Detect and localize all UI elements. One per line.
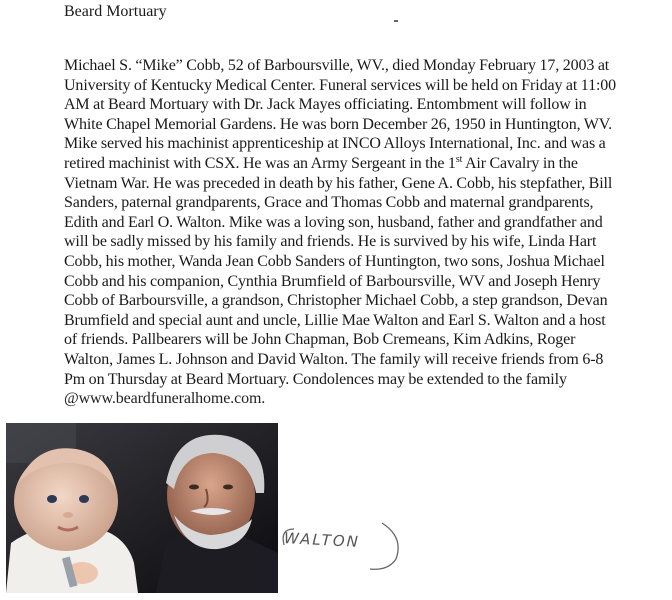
obituary-line: Cobb, his mother, Wanda Jean Cobb Sanders of Huntington, two sons, Joshua Michael bbox=[64, 252, 605, 270]
cavalry-text-after: Air Cavalry in the bbox=[462, 154, 578, 172]
obituary-text bbox=[64, 56, 664, 409]
obituary-line: Michael S. “Mike” Cobb, 52 of Barboursville, WV., died Monday February 17, 2003 at bbox=[64, 57, 610, 74]
obituary-line: Edith and Earl O. Walton. Mike was a loving son, husband, father and grandfather and bbox=[64, 213, 603, 231]
signature-text: WALTON bbox=[283, 529, 361, 551]
obituary-line: AM at Beard Mortuary with Dr. Jack Mayes officiating. Entombment will follow in bbox=[64, 96, 587, 114]
obituary-line: Walton, James L. Johnson and David Walton. The family will receive friends from 6-8 bbox=[64, 350, 604, 368]
scan-speck bbox=[394, 20, 398, 22]
obituary-line: Sanders, paternal grandparents, Grace and Thomas Cobb and maternal grandparents, bbox=[64, 194, 594, 212]
funeral-home-header: Beard Mortuary bbox=[64, 3, 167, 20]
obituary-line: Mike served his machinist apprenticeship at INCO Alloys International, Inc. and was a bbox=[64, 135, 606, 153]
obituary-line: University of Kentucky Medical Center. Funeral services will be held on Friday at 11:00 bbox=[64, 76, 617, 94]
family-photo bbox=[6, 423, 278, 593]
obituary-line: Pm on Thursday at Beard Mortuary. Condolences may be extended to the family bbox=[64, 370, 567, 388]
ordinal-superscript: st bbox=[455, 153, 463, 165]
obituary-line: Cobb of Barboursville, a grandson, Christopher Michael Cobb, a step grandson, Devan bbox=[64, 292, 608, 310]
obituary-line: Cobb and his companion, Cynthia Brumfield of Barboursville, WV and Joseph Henry bbox=[64, 272, 601, 290]
obituary-line: White Chapel Memorial Gardens. He was born December 26, 1950 in Huntington, WV. bbox=[64, 115, 612, 133]
handwritten-signature bbox=[278, 515, 408, 575]
obituary-line: Brumfield and special aunt and uncle, Lillie Mae Walton and Earl S. Walton and a host bbox=[64, 311, 606, 329]
obituary-line: Vietnam War. He was preceded in death by his father, Gene A. Cobb, his stepfather, Bill bbox=[64, 174, 613, 192]
funeral-home-url: @www.beardfuneralhome.com. bbox=[64, 390, 266, 408]
obituary-line: of friends. Pallbearers will be John Chapman, Bob Cremeans, Kim Adkins, Roger bbox=[64, 331, 576, 349]
obituary-line-cavalry bbox=[64, 154, 664, 174]
cavalry-text-before: retired machinist with CSX. He was an Army Sergeant in the 1 bbox=[64, 154, 456, 172]
obituary-line: will be sadly missed by his family and friends. He is survived by his wife, Linda Hart bbox=[64, 233, 597, 251]
